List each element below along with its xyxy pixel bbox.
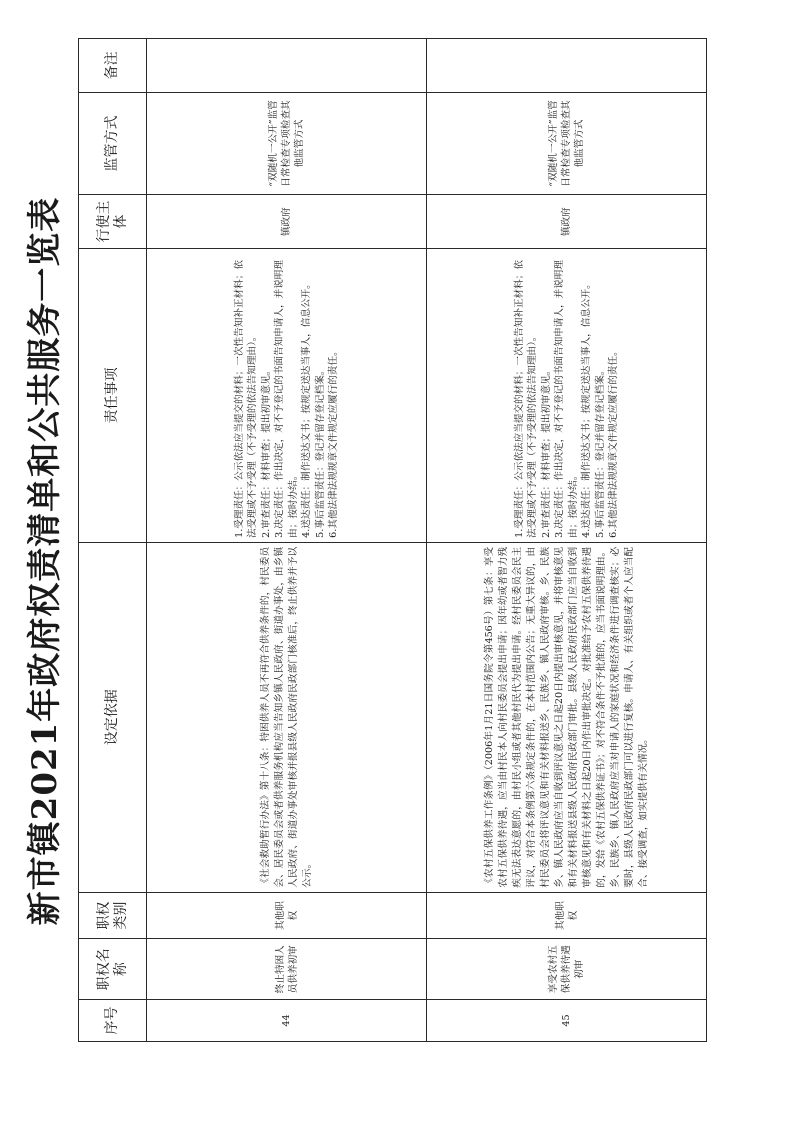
duty-item: 3.决定责任：作出决定，对不予登记的书面告知申请人，并说明理由；按时办结。	[554, 260, 579, 538]
cell-basis: 《社会救助暂行办法》第十八条：特困供养人员不再符合供养条件的，村民委员会、居民委员会或者供养服务机构应当告知乡镇人民政府、街道办事处，由乡镇人民政府、街道办事处审核并报县级人民政府民政部门核准后，终止供养并予以公示。	[147, 542, 427, 892]
header-name: 职权名称	[79, 939, 147, 1000]
duty-item: 5.事后监管责任：登记并留存登记档案。	[314, 365, 326, 538]
header-seq: 序号	[79, 1000, 147, 1042]
header-subject: 行使主体	[79, 195, 147, 249]
header-note: 备注	[79, 39, 147, 93]
cell-subject: 镇政府	[427, 195, 707, 249]
cell-duties	[147, 248, 427, 542]
page-title: 新市镇2021年政府权责清单和公共服务一览表	[25, 196, 65, 926]
cell-supervision: “双随机一公开”监管日常检查专项检查其他监管方式	[147, 92, 427, 195]
cell-supervision: “双随机一公开”监管日常检查专项检查其他监管方式	[427, 92, 707, 195]
duty-item: 4.送达责任：制作送达文书；按规定送达当事人，信息公开。	[581, 279, 592, 538]
header-duties: 责任事项	[79, 248, 147, 542]
cell-name: 享受农村五保供养待遇初审	[427, 939, 707, 1000]
table-row	[427, 39, 707, 1042]
duty-item: 3.决定责任：作出决定，对不予登记的书面告知申请人，并说明理由；按时办结。	[274, 260, 299, 538]
cell-note	[427, 39, 707, 93]
duty-item: 5.事后监管责任：登记并留存登记档案。	[594, 365, 606, 538]
duty-item: 4.送达责任：制作送达文书；按规定送达当事人，信息公开。	[301, 279, 312, 538]
header-basis: 设定依据	[79, 542, 147, 892]
header-supervision: 监管方式	[79, 92, 147, 195]
cell-seq: 44	[147, 1000, 427, 1042]
responsibility-table	[78, 38, 707, 1042]
header-type: 职权类别	[79, 892, 147, 939]
cell-type: 其他职权	[427, 892, 707, 939]
duty-item: 2.审查责任：材料审查；提出初审意见。	[540, 365, 552, 538]
duty-item: 6.其他法律法规规章文件规定应履行的责任。	[608, 346, 619, 538]
cell-seq: 45	[427, 1000, 707, 1042]
cell-note	[147, 39, 427, 93]
duty-item: 2.审查责任：材料审查；提出初审意见。	[260, 365, 272, 538]
duty-item: 1.受理责任：公示依法应当提交的材料；一次性告知补正材料；依法受理或不予受理（不予受理的依法告知理由）。	[233, 260, 258, 538]
table-row	[147, 39, 427, 1042]
cell-basis: 《农村五保供养工作条例》（2006年1月21日国务院令第456号）第七条：享受农村五保供养待遇，应当由村民本人向村民委员会提出申请；因年幼或者智力残疾无法表达意愿的，由村民小组或者其他村民代为提出申请。经村民委员会民主评议，对符合本条例第六条规定条件的，在本村范围内公告；无重大异议的，由村民委员会将评议意见和有关材料报送乡、民族乡、镇人民政府审核。乡、民族乡、镇人民政府应当自收到评议意见之日起20日内提出审核意见，并将审核意见和有关材料报送县级人民政府民政部门审批。县级人民政府民政部门应当自收到审核意见和有关材料之日起20日内作出审批决定。对批准给予农村五保供养待遇的，发给《农村五保供养证书》；对不符合条件不予批准的，应当书面说明理由。乡、民族乡、镇人民政府应当对申请人的家庭状况和经济条件进行调查核实；必要时，县级人民政府民政部门可以进行复核。申请人、有关组织或者个人应当配合、接受调查，如实提供有关情况。	[427, 542, 707, 892]
cell-name: 终止特困人员供养初审	[147, 939, 427, 1000]
cell-duties	[427, 248, 707, 542]
table-header-row	[79, 39, 147, 1042]
duty-item: 1.受理责任：公示依法应当提交的材料；一次性告知补正材料；依法受理或不予受理（不予受理的依法告知理由）。	[513, 260, 538, 538]
cell-subject: 镇政府	[147, 195, 427, 249]
duty-item: 6.其他法律法规规章文件规定应履行的责任。	[328, 346, 339, 538]
cell-type: 其他职权	[147, 892, 427, 939]
